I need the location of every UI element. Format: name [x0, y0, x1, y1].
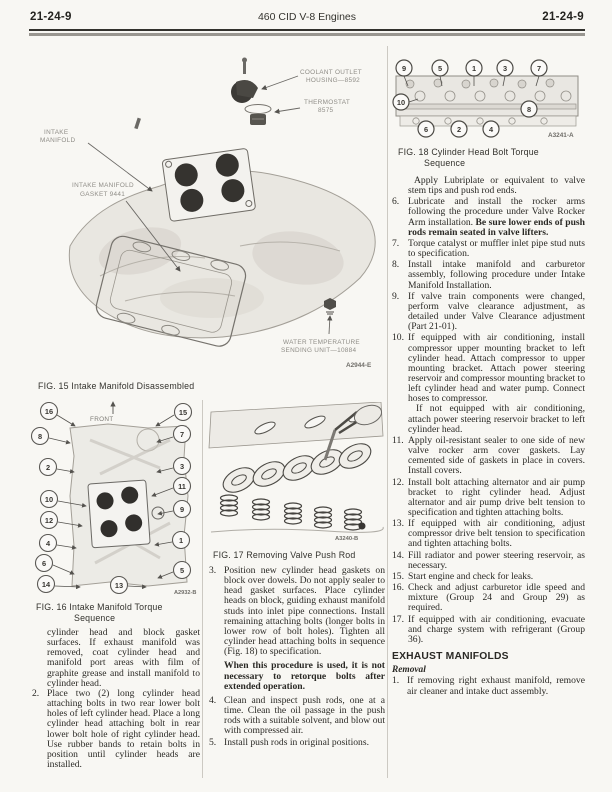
- intake-label: INTAKE: [44, 129, 69, 136]
- step-number: 5.: [209, 736, 217, 748]
- page-title: 460 CID V-8 Engines: [257, 11, 357, 23]
- step-text: Check and adjust carburetor idle speed and mixture (Group 24 and Group 29) as required.: [408, 582, 585, 614]
- page-number-right: 21-24-9: [542, 11, 584, 23]
- fig16-caption: FIG. 16 Intake Manifold Torque Sequence: [36, 602, 163, 623]
- thermostat-label-2: 8575: [318, 107, 334, 114]
- svg-text:15: 15: [178, 408, 188, 417]
- step: [209, 738, 385, 748]
- step: [209, 696, 385, 737]
- page-header: [30, 11, 584, 23]
- svg-text:6: 6: [423, 125, 429, 134]
- step-number: 8.: [392, 259, 400, 271]
- gasket-label-2: GASKET 9441: [80, 191, 126, 198]
- column-divider-right: [387, 46, 388, 778]
- step-subparagraph: If not equipped with air conditioning, attach power steering reservoir bracket to left cylinder head.: [408, 403, 585, 435]
- section-heading: EXHAUST MANIFOLDS: [392, 651, 509, 663]
- left-column-text: [32, 628, 200, 771]
- step-text: If equipped with air conditioning, install compressor upper mounting bracket to left cylinder head. Attach compressor to upper mounting bracket. Attach power steering reservoir and compressor mounting bracket to left cylinder head and water pump. Connect hoses to compressor.: [408, 332, 585, 405]
- svg-text:4: 4: [45, 539, 51, 548]
- gasket-label: INTAKE MANIFOLD: [72, 182, 134, 189]
- svg-text:9: 9: [179, 505, 185, 514]
- svg-text:10: 10: [44, 495, 54, 504]
- step: [392, 436, 585, 477]
- step-text: Apply oil-resistant sealer to one side of new valve rocker arm cover gaskets. Lay cemented side of gaskets in place in covers. Install covers.: [408, 434, 585, 477]
- step: [392, 292, 585, 333]
- step: [392, 676, 585, 696]
- coolant-label-2: HOUSING—8592: [306, 77, 361, 84]
- step-number: 15.: [392, 570, 404, 582]
- step-text: Install bolt attaching alternator and air pump bracket to right cylinder head. Adjust alternator and air pump drive belt tension to specification and tighten attaching bolts.: [408, 476, 585, 518]
- svg-text:8: 8: [37, 432, 43, 441]
- fig15-caption: FIG. 15 Intake Manifold Disassembled: [38, 381, 195, 391]
- step-number: 17.: [392, 613, 404, 625]
- right-column-text: [392, 176, 585, 698]
- fig18-illustration: [390, 56, 586, 140]
- step-text: If equipped with air conditioning, evacuate and charge system with refrigerant (Group 36).: [408, 613, 585, 645]
- step-number: 12.: [392, 476, 404, 488]
- step-number: 14.: [392, 549, 404, 561]
- svg-text:12: 12: [44, 516, 54, 525]
- sender-label: WATER TEMPERATURE: [283, 339, 360, 346]
- fig18-caption: FIG. 18 Cylinder Head Bolt Torque Sequence: [398, 147, 539, 168]
- header-rule-thick: [29, 33, 585, 36]
- step-number: 4.: [209, 694, 217, 706]
- thermostat-label: THERMOSTAT: [304, 99, 351, 106]
- front-label: FRONT: [90, 416, 114, 423]
- svg-text:7: 7: [536, 64, 542, 73]
- step-number: 7.: [392, 237, 400, 249]
- step-number: 16.: [392, 582, 404, 594]
- step-number: 1.: [392, 675, 400, 687]
- step-text: Lubricate and install the rocker arms following the procedure under Valve Rocker Arm installation.: [408, 196, 585, 228]
- step: [392, 478, 585, 519]
- fig17-caption: FIG. 17 Removing Valve Push Rod: [213, 550, 356, 560]
- svg-text:14: 14: [41, 580, 51, 589]
- coolant-label: COOLANT OUTLET: [300, 69, 362, 76]
- step: [392, 572, 585, 582]
- procedure-note: When this procedure is used, it is not necessary to retorque bolts after extended operation.: [224, 660, 385, 692]
- svg-text:7: 7: [179, 430, 185, 439]
- fig15-illustration: [30, 46, 385, 378]
- step: [392, 239, 585, 259]
- step-text: If equipped with air conditioning, adjust compressor drive belt tension to specification and tighten attaching bolts.: [408, 518, 585, 550]
- step: [392, 260, 585, 290]
- intake-label-2: MANIFOLD: [40, 137, 76, 144]
- svg-text:2: 2: [45, 463, 51, 472]
- svg-text:11: 11: [178, 482, 186, 491]
- svg-text:16: 16: [44, 407, 54, 416]
- step-text: If removing right exhaust manifold, remove air cleaner and intake duct assembly.: [407, 675, 585, 697]
- svg-text:13: 13: [114, 581, 124, 590]
- svg-text:2: 2: [456, 125, 462, 134]
- step-text: If valve train components were changed, perform valve clearance adjustment, as detailed under Valve Clearance adjustment (Part 21-01).: [408, 290, 585, 333]
- step: [392, 333, 585, 435]
- step-number: 2.: [32, 687, 40, 699]
- svg-text:3: 3: [179, 462, 185, 471]
- step-text: Place two (2) long cylinder head attaching bolts in two rear lower bolt holes of left cylinder head. Place a long cylinder head attaching bolt in rear lower bolt hole of right cylinder head. Use rubber bands to retain bolts in position until cylinder heads are installed.: [47, 687, 200, 771]
- step-number: 11.: [392, 434, 404, 446]
- svg-text:1: 1: [178, 536, 184, 545]
- fig15-id: A2944-E: [346, 362, 372, 369]
- step-text: Install intake manifold and carburetor assembly, following procedure under Intake Manifold Installation.: [408, 259, 585, 291]
- step: [392, 519, 585, 549]
- step-text: Fill radiator and power steering reservoir, as necessary.: [408, 549, 585, 571]
- step-number: 3.: [209, 565, 217, 576]
- svg-text:5: 5: [437, 64, 443, 73]
- thermostat-part: [245, 105, 271, 126]
- middle-column-text: [209, 566, 385, 749]
- svg-text:1: 1: [471, 64, 477, 73]
- continuation-paragraph: cylinder head and block gasket surfaces. If exhaust manifold was removed, coat cylinder head and manifold port areas with film of graphite grease and install manifold to cylinder head.: [47, 627, 200, 689]
- header-rule-thin: [29, 29, 585, 31]
- step: [392, 551, 585, 571]
- svg-text:4: 4: [488, 125, 494, 134]
- step-number: 9.: [392, 290, 400, 302]
- step: [32, 689, 200, 770]
- svg-text:3: 3: [502, 64, 508, 73]
- valve-springs: [221, 495, 362, 530]
- step-text: Install push rods in original positions.: [224, 736, 369, 748]
- fig16-id: A2932-B: [174, 590, 197, 596]
- svg-text:10: 10: [396, 98, 406, 107]
- fig17-id: A3240-B: [335, 536, 359, 542]
- step-number: 6.: [392, 196, 400, 208]
- subsection-heading: Removal: [392, 665, 426, 676]
- step: [392, 583, 585, 613]
- sender-label-2: SENDING UNIT—10884: [281, 347, 357, 354]
- page-number-left: 21-24-9: [30, 11, 72, 23]
- fig17-illustration: [207, 402, 385, 542]
- step: [392, 615, 585, 645]
- step-text-bold: Be sure lower ends of push rods remain seated in valve lifters.: [408, 216, 585, 238]
- step: [209, 566, 385, 657]
- svg-text:8: 8: [526, 105, 532, 114]
- svg-text:9: 9: [401, 64, 407, 73]
- coolant-outlet-housing-part: [231, 58, 258, 104]
- step-text: Position new cylinder head gaskets on block over dowels. Do not apply sealer to head gasket surfaces. Place cylinder heads on block, guiding exhaust manifold studs into inlet pipe connections. Install remaining attaching bolts (longer bolts in lower row of bolt holes). Tighten all cylinder head attaching bolts in sequence (Fig. 18) to specification.: [224, 565, 385, 658]
- svg-text:5: 5: [179, 566, 185, 575]
- intro-paragraph: Apply Lubriplate or equivalent to valve stem tips and push rod ends.: [408, 175, 585, 197]
- fig18-id: A3241-A: [548, 132, 574, 139]
- step-number: 10.: [392, 332, 404, 344]
- step-text: Start engine and check for leaks.: [408, 570, 534, 582]
- step-text: Torque catalyst or muffler inlet pipe stud nuts to specification.: [408, 237, 585, 260]
- step-number: 13.: [392, 518, 404, 530]
- svg-text:6: 6: [41, 559, 47, 568]
- carburetor-pad: [162, 148, 256, 221]
- step: [392, 197, 585, 238]
- water-temp-sender-part: [324, 298, 336, 314]
- step-text: Clean and inspect push rods, one at a time. Clean the oil passage in the push rods with a suitable solvent, and blow out with compressed air.: [224, 694, 385, 737]
- fig16-illustration: [30, 396, 205, 596]
